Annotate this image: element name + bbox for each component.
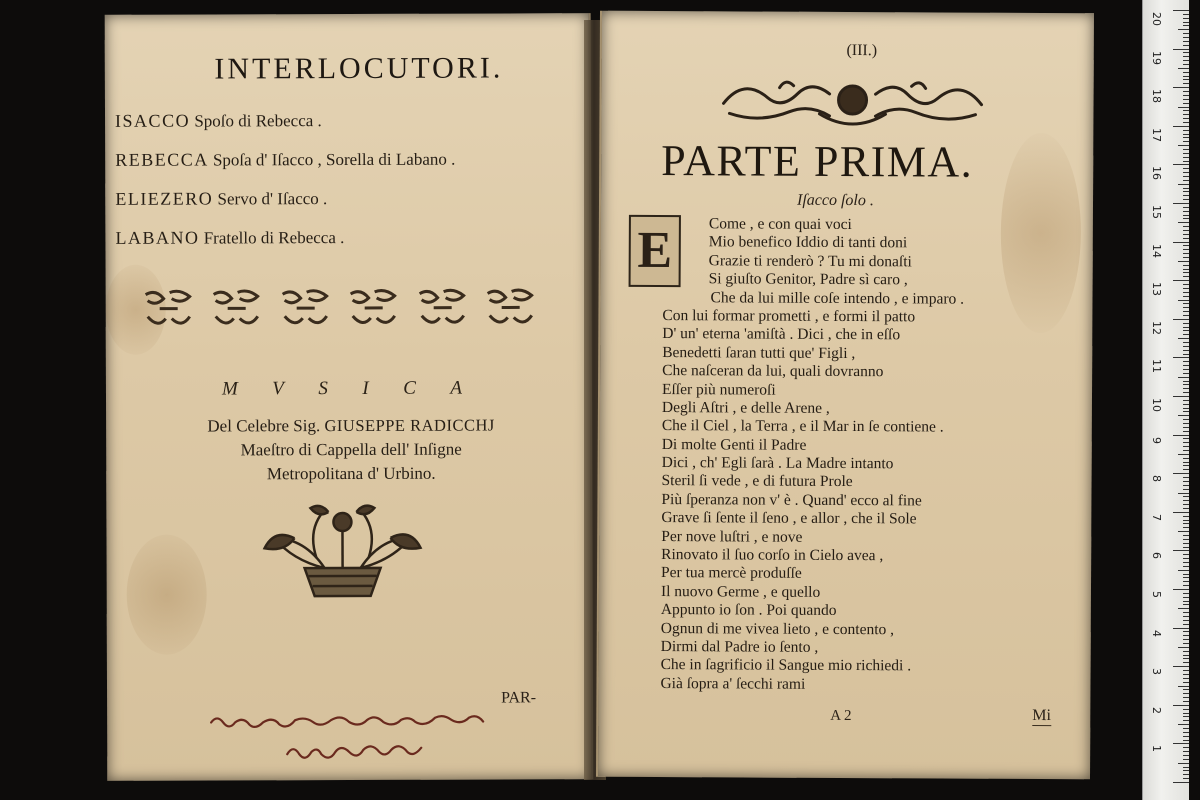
verse-line: Di molte Genti il Padre [661,435,807,454]
ruler-tick [1173,87,1189,88]
ruler-tick [1178,454,1189,455]
cast-list [115,105,586,263]
ruler-tick [1173,743,1189,744]
verse-line: D' un' eterna 'amiſtà . Dici , che in eſſo [662,325,901,344]
verse-line: Che il Ciel , la Terra , e il Mar in ſe contiene . [661,417,944,436]
ruler-tick [1178,222,1189,223]
page-title: PARTE PRIMA. [661,136,974,187]
ruler-tick [1183,307,1189,308]
ruler-number: 3 [1150,668,1163,676]
cast-name: LABANO [115,227,200,248]
ruler-number: 7 [1150,513,1163,521]
ruler-tick [1183,168,1189,169]
credit-prefix: Del Celebre Sig. [207,416,321,436]
ruler-tick [1183,103,1189,104]
ruler-tick [1183,303,1189,304]
ruler-tick [1183,392,1189,393]
ruler-tick [1183,141,1189,142]
ruler-tick [1183,411,1189,412]
ruler-tick [1183,172,1189,173]
ruler-tick [1183,238,1189,239]
ruler-tick [1183,496,1189,497]
page-number: (III.) [846,42,878,60]
musica-heading [222,378,462,401]
ruler-tick [1178,608,1189,609]
verse-line: Per nove luſtri , e nove [661,527,803,546]
ruler-tick [1183,670,1189,671]
ruler-tick [1183,60,1189,61]
ruler-tick [1183,79,1189,80]
interlocutori-heading: INTERLOCUTORI. [214,51,504,86]
ruler-number: 6 [1150,552,1163,560]
ruler-tick [1173,203,1189,204]
verse-line: Rinovato il ſuo corſo in Cielo avea , [661,546,884,565]
ruler-tick [1183,180,1189,181]
ruler-tick [1183,585,1189,586]
ruler-tick [1183,720,1189,721]
ruler-tick [1183,732,1189,733]
ruler-tick [1183,558,1189,559]
ruler-tick [1173,512,1189,513]
ruler-number: 16 [1150,166,1163,181]
ruler-number: 17 [1150,127,1163,142]
ruler-tick [1178,145,1189,146]
ruler-tick [1183,52,1189,53]
ruler-tick [1183,199,1189,200]
cast-entry [115,144,585,185]
ruler-tick [1178,724,1189,725]
musica-letter: M [221,378,238,400]
ruler-tick [1183,778,1189,779]
ruler-tick [1183,462,1189,463]
ruler-tick [1173,49,1189,50]
ruler-tick [1178,377,1189,378]
ruler-tick [1183,593,1189,594]
right-page [596,11,1094,780]
verse-line: Grazie ti renderò ? Tu mi donaſti [708,252,912,271]
decorated-initial-letter: E [637,221,673,280]
ruler-tick [1183,191,1189,192]
verse-line: Dirmi dal Padre io ſento , [660,638,819,656]
ruler-tick [1183,527,1189,528]
ruler-tick [1183,408,1189,409]
verse-line: Più ſperanza non v' è . Quand' ecco al fine [661,490,922,510]
ruler-tick [1183,118,1189,119]
verse-line: Con lui formar prometti , e formi il patto [662,306,916,326]
ruler-tick [1183,709,1189,710]
ruler-tick [1178,261,1189,262]
verse-line: Come , e con quai voci [708,215,852,234]
ruler-tick [1183,616,1189,617]
ruler-tick [1183,577,1189,578]
ruler-tick [1183,99,1189,100]
ruler-tick [1183,137,1189,138]
verse-line: Benedetti ſaran tutti que' Figli , [662,343,856,362]
cast-name: ISACCO [114,110,191,131]
fleuron-ornament-row [140,285,540,334]
ruler-number: 9 [1150,436,1163,444]
ruler-tick [1183,272,1189,273]
verse-line: Si giuſto Genitor, Padre sì caro , [708,270,908,289]
ruler-tick [1183,350,1189,351]
ruler-tick [1173,357,1189,358]
ruler-tick [1183,662,1189,663]
ruler-tick [1183,639,1189,640]
ruler-tick [1183,624,1189,625]
ruler-tick [1183,207,1189,208]
ruler-tick [1183,658,1189,659]
ruler-number: 12 [1150,320,1163,335]
ruler-tick [1173,589,1189,590]
cast-role: Fratello di Rebecca . [203,228,345,248]
ruler-tick [1178,493,1189,494]
credit-line-3: Metropolitana d' Urbino. [266,463,436,484]
ruler-tick [1173,242,1189,243]
cast-name: REBECCA [115,149,209,170]
ruler-tick [1183,601,1189,602]
ruler-tick [1183,523,1189,524]
ruler-tick [1178,107,1189,108]
ruler-number: 1 [1150,745,1163,753]
ruler-number: 2 [1150,706,1163,714]
ruler-tick [1183,747,1189,748]
ruler-tick [1183,581,1189,582]
ruler-tick [1183,149,1189,150]
ruler-tick [1178,647,1189,648]
ruler-tick [1183,369,1189,370]
ruler-tick [1183,469,1189,470]
ruler-number: 14 [1150,243,1163,258]
ruler-tick [1183,161,1189,162]
credit-line-2: Maeſtro di Cappella dell' Inſigne [240,439,462,460]
ruler-tick [1183,37,1189,38]
speaker-heading: Iſacco ſolo . [796,191,874,210]
ruler-tick [1183,157,1189,158]
ruler-tick [1183,547,1189,548]
ruler-tick [1178,531,1189,532]
ruler-tick [1183,597,1189,598]
ruler-tick [1183,215,1189,216]
ruler-tick [1183,728,1189,729]
ruler-tick [1183,373,1189,374]
ruler-tick [1183,508,1189,509]
ruler-tick [1183,481,1189,482]
ruler-tick [1183,716,1189,717]
ruler-tick [1183,110,1189,111]
ruler-number: 4 [1150,629,1163,637]
ruler-tick [1178,338,1189,339]
ruler-number: 13 [1150,282,1163,297]
cast-name: ELIEZERO [115,188,214,209]
ruler-tick [1183,759,1189,760]
ruler-tick [1183,76,1189,77]
ruler-number: 10 [1150,398,1163,412]
ruler-tick [1173,666,1189,667]
musica-letter: I [362,377,369,399]
ruler-tick [1173,705,1189,706]
ruler-tick [1173,164,1189,165]
ruler-tick [1183,689,1189,690]
ruler-number: 11 [1150,359,1163,374]
verse-lines [660,215,1082,695]
fleuron-icon [140,287,198,335]
ruler-tick [1173,473,1189,474]
cast-role: Spoſo di Rebecca . [194,111,322,131]
ruler-tick [1183,130,1189,131]
ruler-tick [1183,740,1189,741]
ruler-tick [1183,292,1189,293]
ruler-tick [1183,354,1189,355]
ruler-tick [1183,643,1189,644]
catchword: PAR- [501,689,537,707]
verse-line: Ognun di me vivea lieto , e contento , [660,619,895,638]
ruler-tick [1178,300,1189,301]
signature-mark: A 2 [830,707,852,725]
ruler-tick [1183,400,1189,401]
fleuron-icon [413,286,471,334]
ruler-tick [1183,134,1189,135]
ruler-tick [1183,500,1189,501]
ruler-number: 20 [1150,12,1163,26]
ruler-tick [1183,612,1189,613]
ruler-tick [1183,330,1189,331]
ruler-number: 18 [1150,89,1163,104]
verse-line: Per tua mercè produſſe [661,564,802,583]
ruler-tick [1183,365,1189,366]
ruler-tick [1183,153,1189,154]
ruler-number: 8 [1150,475,1163,483]
ruler-tick [1183,25,1189,26]
ruler-tick [1178,29,1189,30]
cast-role: Spoſa d' Iſacco , Sorella di Labano . [212,149,456,170]
ruler-tick [1183,604,1189,605]
ruler-tick [1183,770,1189,771]
ruler-tick [1183,485,1189,486]
ruler-number: 15 [1150,205,1163,219]
ruler-tick [1183,114,1189,115]
ruler-tick [1178,68,1189,69]
musica-letter: A [450,377,462,399]
verse-line: Appunto io ſon . Poi quando [660,601,837,620]
ruler-tick [1183,346,1189,347]
ruler-tick [1183,431,1189,432]
flower-basket-icon [254,498,430,603]
ruler-tick [1173,10,1189,11]
ruler-tick [1183,446,1189,447]
ruler-tick [1183,751,1189,752]
ruler-tick [1183,311,1189,312]
ruler-number: 19 [1150,50,1163,65]
verse-line: Che in ſagrificio il Sangue mio richiedi . [660,656,912,675]
verse-line: Mio benefico Iddio di tanti doni [708,233,908,252]
ruler-tick [1183,269,1189,270]
ruler-tick [1183,257,1189,258]
ruler-tick [1183,95,1189,96]
paper-stain [126,534,206,654]
ruler-tick [1183,755,1189,756]
ruler-tick [1183,195,1189,196]
ruler-tick [1183,381,1189,382]
ruler-tick [1183,64,1189,65]
ruler-tick [1183,284,1189,285]
ruler-tick [1183,442,1189,443]
composer-credit [146,413,556,486]
ruler-tick [1183,404,1189,405]
ruler-tick [1183,218,1189,219]
ruler-tick [1183,767,1189,768]
ruler-tick [1183,674,1189,675]
ruler-tick [1183,176,1189,177]
cast-entry [115,105,585,146]
composer-name: GIUSEPPE RADICCHJ [324,415,495,436]
ruler-tick [1183,327,1189,328]
ruler-tick [1183,539,1189,540]
ruler-tick [1183,226,1189,227]
ruler-tick [1183,41,1189,42]
ruler-tick [1183,288,1189,289]
left-page [105,13,594,781]
ruler-tick [1173,782,1189,783]
verse-line: Già ſopra a' ſecchi rami [660,674,806,693]
ruler-tick [1183,631,1189,632]
ruler-tick [1183,423,1189,424]
ruler-tick [1183,477,1189,478]
ruler-tick [1173,550,1189,551]
ruler-tick [1183,315,1189,316]
ruler-tick [1183,253,1189,254]
ruler-tick [1183,276,1189,277]
ruler-tick [1183,562,1189,563]
ruler-tick [1183,83,1189,84]
ruler-tick [1183,736,1189,737]
ruler-tick [1183,388,1189,389]
ruler-tick [1183,234,1189,235]
ruler-tick [1183,713,1189,714]
fleuron-icon [482,285,540,333]
ruler-tick [1183,245,1189,246]
musica-letter: S [318,378,328,400]
ruler-tick [1183,249,1189,250]
ruler-tick [1183,22,1189,23]
ruler-tick [1178,184,1189,185]
ruler-tick [1183,230,1189,231]
ruler-tick [1183,554,1189,555]
ruler-tick [1183,334,1189,335]
ruler-tick [1183,419,1189,420]
credit-line-1 [146,413,556,438]
ruler-tick [1183,265,1189,266]
ruler-tick [1183,384,1189,385]
musica-letter: C [403,377,416,399]
verse-line: Che naſceran da lui, quali dovranno [662,362,884,381]
handwritten-annotation [207,709,567,780]
catchword: Mi [1032,706,1052,725]
ruler-tick [1183,566,1189,567]
ruler-tick [1173,396,1189,397]
ruler-tick [1183,458,1189,459]
ruler-tick [1178,763,1189,764]
ruler-tick [1183,56,1189,57]
cast-role: Servo d' Iſacco . [217,189,328,209]
ruler-tick [1173,126,1189,127]
ruler-tick [1183,188,1189,189]
ruler-tick [1183,33,1189,34]
ruler-tick [1183,18,1189,19]
headpiece-ornament-icon [719,73,985,128]
ruler-tick [1183,14,1189,15]
ruler-tick [1183,323,1189,324]
ruler-tick [1183,122,1189,123]
measuring-ruler [1142,0,1189,800]
ruler-tick [1173,628,1189,629]
verse-line: Degli Aſtri , e delle Arene , [661,398,830,417]
ruler-tick [1183,516,1189,517]
cast-entry [115,183,585,224]
ruler-tick [1183,91,1189,92]
fleuron-icon [276,286,334,334]
musica-letter: V [272,378,284,400]
ruler-tick [1183,45,1189,46]
ruler-tick [1183,504,1189,505]
ruler-tick [1178,570,1189,571]
ruler-tick [1178,415,1189,416]
ruler-tick [1183,655,1189,656]
fleuron-icon [208,286,266,334]
verse-line: Dici , ch' Egli ſarà . La Madre intanto [661,454,894,473]
ruler-tick [1183,543,1189,544]
verse-line: Che da lui mille coſe intendo , e imparo . [710,288,965,308]
ruler-tick [1173,435,1189,436]
ruler-tick [1183,361,1189,362]
ruler-tick [1183,211,1189,212]
fleuron-icon [345,286,403,334]
ruler-tick [1183,682,1189,683]
ruler-tick [1183,701,1189,702]
ruler-tick [1183,520,1189,521]
ruler-tick [1173,319,1189,320]
ruler-tick [1183,427,1189,428]
verse-line: Steril ſi vede , e di futura Prole [661,472,853,491]
ruler-tick [1183,296,1189,297]
ruler-tick [1183,342,1189,343]
verse-line: Il nuovo Germe , e quello [660,582,821,601]
ruler-tick [1183,535,1189,536]
ruler-number: 5 [1150,591,1163,598]
ruler-tick [1183,438,1189,439]
ruler-tick [1183,450,1189,451]
ruler-tick [1183,693,1189,694]
ruler-tick [1183,635,1189,636]
ruler-tick [1183,574,1189,575]
ruler-tick [1183,489,1189,490]
ruler-tick [1183,72,1189,73]
verse-line: Eſſer più numeroſi [661,380,776,399]
ruler-tick [1178,686,1189,687]
ruler-tick [1183,774,1189,775]
verse-line: Grave ſi ſente il ſeno , e allor , che il Sole [661,509,917,528]
cast-entry [115,222,585,263]
ruler-tick [1183,620,1189,621]
ruler-tick [1183,651,1189,652]
ruler-tick [1183,465,1189,466]
ruler-tick [1183,697,1189,698]
ruler-tick [1173,280,1189,281]
ruler-tick [1183,678,1189,679]
